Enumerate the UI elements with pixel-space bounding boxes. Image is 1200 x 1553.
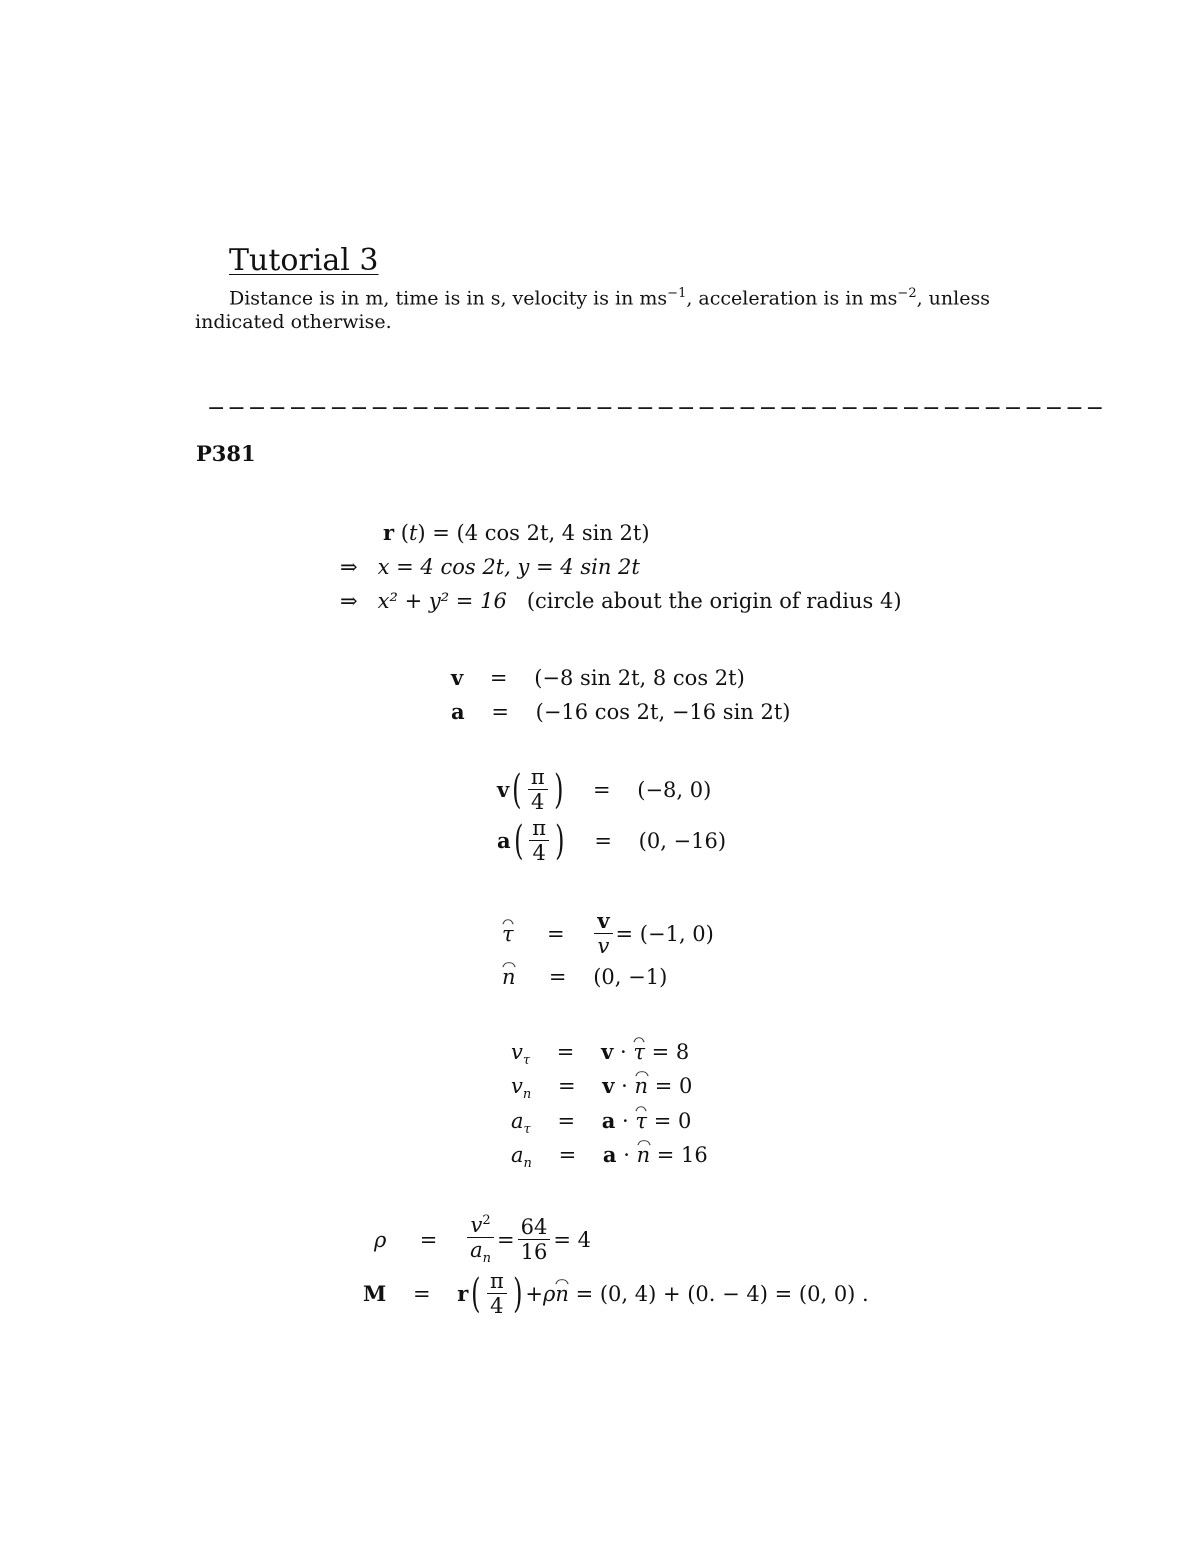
denominator-4: 4 <box>532 841 546 866</box>
pi-symbol: π <box>528 766 548 790</box>
vector-r: r <box>383 520 395 545</box>
equation-rho: ρ = $\frac{v^2}{a_n}$ = $\frac{64}{16}$ = 4 <box>374 1213 591 1267</box>
implies-symbol-2: ⇒ <box>340 589 358 613</box>
equation-xy <box>340 555 640 579</box>
r-def-rhs: = (4 cos 2t, 4 sin 2t) <box>432 521 650 545</box>
equation-a: a = (−16 cos 2t, −16 sin 2t) <box>451 699 791 724</box>
equals-sign: = <box>592 777 611 802</box>
a-n-rhs: = 16 <box>656 1143 708 1167</box>
n-rhs: (0, −1) <box>593 965 668 989</box>
equals-sign: = <box>412 1281 431 1306</box>
pi-symbol: π <box>487 1270 507 1294</box>
section-divider: −−−−−−−−−−−−−−−−−−−−−−−−−−−−−−−−−−−−−−−−−−−− <box>207 396 1107 421</box>
equation-v-pi4: v ( $\frac{\pi}{4}$ ) = (−8, 0) <box>497 765 712 815</box>
a-tau-rhs: = 0 <box>653 1109 692 1133</box>
intro-text-3: , unless <box>916 287 990 310</box>
equals-sign: = <box>556 1040 575 1064</box>
equation-v: v = (−8 sin 2t, 8 cos 2t) <box>451 665 745 690</box>
v-pi4-rhs: (−8, 0) <box>637 777 712 802</box>
equation-circle <box>340 589 902 613</box>
circle-line: x² + y² = 16 <box>377 589 507 613</box>
equals-sign: = <box>419 1227 438 1252</box>
a-pi4-rhs: (0, −16) <box>638 828 727 853</box>
equals-sign: = <box>548 965 567 989</box>
intro-paragraph-line2: indicated otherwise. <box>195 311 392 333</box>
xy-line: x = 4 cos 2t, y = 4 sin 2t <box>377 555 640 579</box>
a-rhs: (−16 cos 2t, −16 sin 2t) <box>535 700 791 724</box>
equals-sign: = <box>547 921 565 946</box>
page-title: Tutorial 3 <box>229 243 379 278</box>
v-tau-rhs: = 8 <box>651 1040 690 1064</box>
v-n-rhs: = 0 <box>654 1074 693 1098</box>
v-rhs: (−8 sin 2t, 8 cos 2t) <box>534 666 745 690</box>
equation-M: M = r ( $\frac{\pi}{4}$ ) + ρ n = (0, 4) + (0. − 4) = (0, 0) . <box>363 1269 869 1319</box>
equals-sign: = <box>557 1109 576 1133</box>
equals-sign: = <box>558 1143 577 1167</box>
equals-sign: = <box>594 828 612 853</box>
circle-note: (circle about the origin of radius 4) <box>526 589 902 613</box>
equals-sign: = <box>489 666 508 690</box>
equation-a-tau: $a_\tau$ = a · τ = 0 <box>511 1108 692 1138</box>
tau-rhs: = (−1, 0) <box>615 921 714 946</box>
equation-a-n: $a_n$ = a · n = 16 <box>511 1142 708 1172</box>
M-rhs: = (0, 4) + (0. − 4) = (0, 0) . <box>575 1281 869 1306</box>
intro-exponent-2: −2 <box>897 286 917 301</box>
rho-numerator: 64 <box>518 1216 551 1240</box>
equation-a-pi4: a ( $\frac{\pi}{4}$ ) = (0, −16) <box>497 816 727 866</box>
implies-symbol: ⇒ <box>340 555 358 579</box>
problem-label: P381 <box>196 441 256 466</box>
rho-denominator: 16 <box>520 1240 548 1265</box>
equation-n-hat: n = (0, −1) <box>502 965 668 989</box>
intro-exponent-1: −1 <box>667 286 687 301</box>
intro-text-2: , acceleration is in ms <box>686 287 898 310</box>
equals-sign: = <box>557 1074 576 1098</box>
pi-symbol: π <box>529 817 549 841</box>
denominator-4: 4 <box>490 1294 504 1319</box>
rho-value: = 4 <box>553 1227 591 1252</box>
equation-v-tau: $v_\tau$ = v · τ = 8 <box>511 1039 690 1069</box>
intro-text-1: Distance is in m, time is in s, velocity is in ms <box>229 287 668 310</box>
equals-sign: = <box>491 700 509 724</box>
denominator-4: 4 <box>531 790 545 815</box>
equation-r-def: r (t) = (4 cos 2t, 4 sin 2t) <box>383 520 650 545</box>
equation-tau-hat: τ = $\frac{v}{v}$ = (−1, 0) <box>502 908 714 959</box>
equation-v-n: $v_n$ = v · n = 0 <box>511 1073 693 1103</box>
